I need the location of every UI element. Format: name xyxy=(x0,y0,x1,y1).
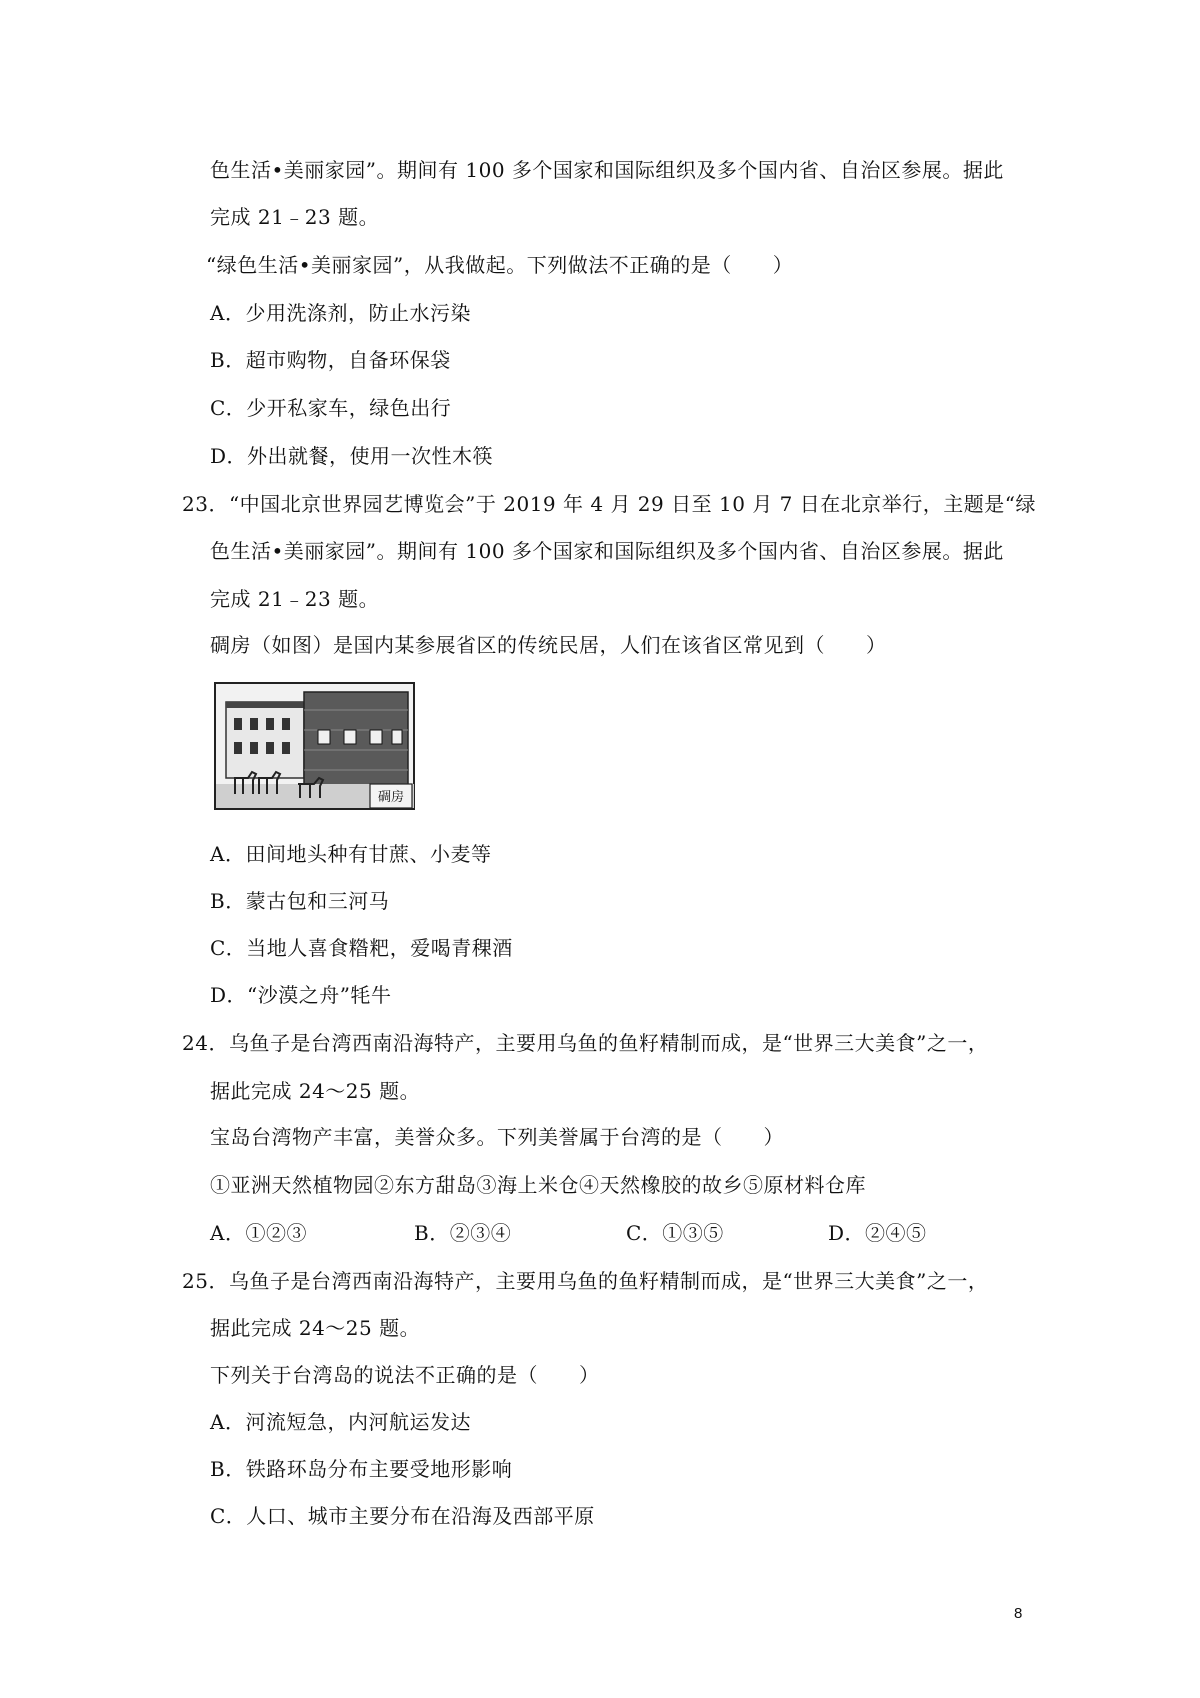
q24-option-d: D．②④⑤ xyxy=(828,1221,927,1245)
diaofang-photo xyxy=(214,680,416,814)
q25-option-a: A．河流短急，内河航运发达 xyxy=(210,1410,471,1434)
q23-line1: 23．“中国北京世界园艺博览会”于 2019 年 4 月 29 日至 10 月 7 日在北京举行，主题是“绿 xyxy=(182,492,1036,516)
q22-option-d: D．外出就餐，使用一次性木筷 xyxy=(210,444,494,468)
q22-intro-line2: 完成 21﹣23 题。 xyxy=(210,205,380,229)
q23-line3: 完成 21﹣23 题。 xyxy=(210,587,380,611)
q22-intro-line1: 色生活•美丽家园”。期间有 100 多个国家和国际组织及多个国内省、自治区参展。据此 xyxy=(210,158,1004,182)
q25-question: 下列关于台湾岛的说法不正确的是（ ） xyxy=(210,1363,600,1387)
q24-question: 宝岛台湾物产丰富，美誉众多。下列美誉属于台湾的是（ ） xyxy=(210,1125,784,1149)
q25-option-c: C．人口、城市主要分布在沿海及西部平原 xyxy=(210,1504,595,1528)
q22-option-a: A．少用洗涤剂，防止水污染 xyxy=(210,301,471,325)
page-number: 8 xyxy=(1014,1605,1023,1622)
q22-option-c: C．少开私家车，绿色出行 xyxy=(210,396,452,420)
q23-option-a: A．田间地头种有甘蔗、小麦等 xyxy=(210,842,492,866)
q23-question: 碉房（如图）是国内某参展省区的传统民居，人们在该省区常见到（ ） xyxy=(210,633,887,657)
diaofang-label: 碉房 xyxy=(377,789,405,804)
q24-line2: 据此完成 24～25 题。 xyxy=(210,1079,421,1103)
q22-question: “绿色生活•美丽家园”，从我做起。下列做法不正确的是（ ） xyxy=(206,253,794,277)
q23-line2: 色生活•美丽家园”。期间有 100 多个国家和国际组织及多个国内省、自治区参展。据此 xyxy=(210,539,1004,563)
q23-option-d: D．“沙漠之舟”牦牛 xyxy=(210,983,392,1007)
q24-option-b: B．②③④ xyxy=(414,1221,512,1245)
q25-line2: 据此完成 24～25 题。 xyxy=(210,1316,421,1340)
q23-option-b: B．蒙古包和三河马 xyxy=(210,889,390,913)
q23-option-c: C．当地人喜食糌粑，爱喝青稞酒 xyxy=(210,936,513,960)
q24-items: ①亚洲天然植物园②东方甜岛③海上米仓④天然橡胶的故乡⑤原材料仓库 xyxy=(210,1173,866,1197)
q25-line1: 25．乌鱼子是台湾西南沿海特产，主要用乌鱼的鱼籽精制而成，是“世界三大美食”之一， xyxy=(182,1269,989,1293)
q24-line1: 24．乌鱼子是台湾西南沿海特产，主要用乌鱼的鱼籽精制而成，是“世界三大美食”之一， xyxy=(182,1031,989,1055)
q24-option-a: A．①②③ xyxy=(210,1221,307,1245)
q25-option-b: B．铁路环岛分布主要受地形影响 xyxy=(210,1457,513,1481)
q22-option-b: B．超市购物，自备环保袋 xyxy=(210,348,451,372)
q24-option-c: C．①③⑤ xyxy=(626,1221,724,1245)
